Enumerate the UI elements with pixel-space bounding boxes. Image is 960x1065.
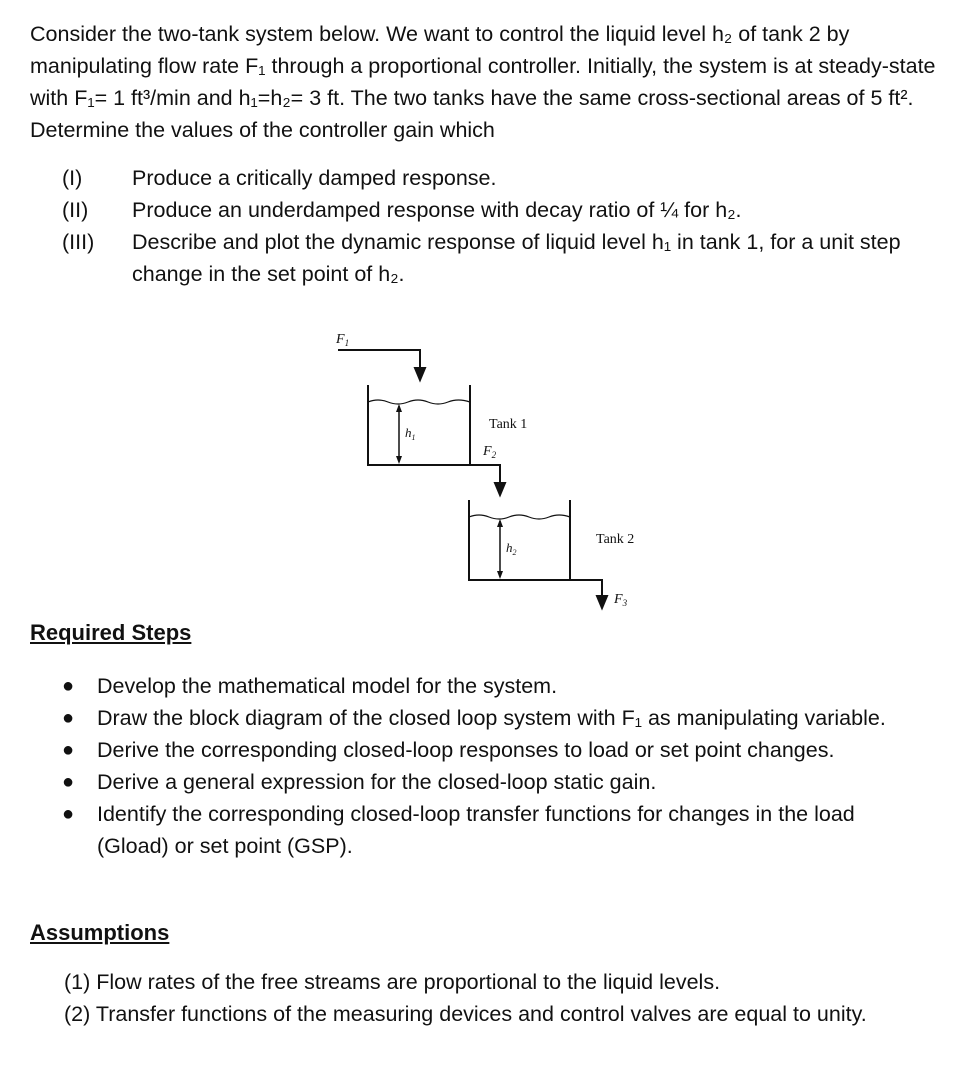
h2-label: $h_2$ [506, 540, 517, 557]
inlet-pipe [338, 350, 420, 370]
f2-label: $F_2$ [483, 444, 497, 460]
tank2-walls [469, 500, 570, 580]
step-text: Derive the corresponding closed-loop responses to load or set point changes. [97, 738, 835, 762]
required-steps-heading: Required Steps [30, 620, 192, 645]
task-number: (III) [62, 230, 95, 254]
assumptions-heading: Assumptions [30, 920, 170, 945]
tank1-label: Tank 1 [489, 417, 528, 432]
list-item: ● Identify the corresponding closed-loop transfer functions for changes in the load (Gload) or set point (GSP). [62, 798, 942, 862]
tank2-label: Tank 2 [596, 532, 635, 547]
step-text: Develop the mathematical model for the system. [97, 674, 558, 698]
f2-arrow-icon [495, 483, 505, 495]
f3-arrow-icon [597, 596, 607, 608]
assumptions-list [64, 966, 924, 1030]
h1-label: $h_1$ [405, 425, 416, 442]
step-text: Derive a general expression for the closed-loop static gain. [97, 770, 657, 794]
step-text: Identify the corresponding closed-loop transfer functions for changes in the load (Gload) or set point (GSP). [97, 802, 855, 858]
list-item: ● Derive the corresponding closed-loop responses to load or set point changes. [62, 734, 942, 766]
task-number: (I) [62, 166, 83, 190]
list-item: ● Derive a general expression for the closed-loop static gain. [62, 766, 942, 798]
task-number: (II) [62, 198, 89, 222]
steps-list [62, 670, 942, 862]
assumption-item: (1) Flow rates of the free streams are proportional to the liquid levels. [64, 970, 721, 994]
tank1-liquid-surface [368, 400, 470, 404]
list-item: ● Develop the mathematical model for the system. [62, 670, 942, 702]
task-text: Produce a critically damped response. [132, 166, 497, 190]
problem-statement: Consider the two-tank system below. We want to control the liquid level h₂ of tank 2 by manipulating flow rate F₁ through a proportional controller. Initially, the system is at steady-state with F₁= 1 ft³/min and h₁=h₂= 3 ft. The two tanks have the same cross-sectional areas of 5 ft². Determine the values of the controller gain which [30, 22, 936, 142]
task-text: Describe and plot the dynamic response of liquid level h₁ in tank 1, for a unit step change in the set point of h₂. [132, 230, 901, 286]
inlet-arrow-icon [415, 368, 425, 380]
list-item: ● Draw the block diagram of the closed loop system with F₁ as manipulating variable. [62, 702, 942, 734]
task-text: Produce an underdamped response with decay ratio of ¼ for h₂. [132, 198, 742, 222]
assumption-item: (2) Transfer functions of the measuring devices and control valves are equal to unity. [64, 1002, 867, 1026]
step-text: Draw the block diagram of the closed loop system with F₁ as manipulating variable. [97, 706, 886, 730]
tank1-walls [368, 385, 470, 465]
f3-label: $F_3$ [614, 592, 628, 608]
f1-label: $F_1$ [336, 332, 350, 348]
tank2-liquid-surface [469, 515, 570, 519]
